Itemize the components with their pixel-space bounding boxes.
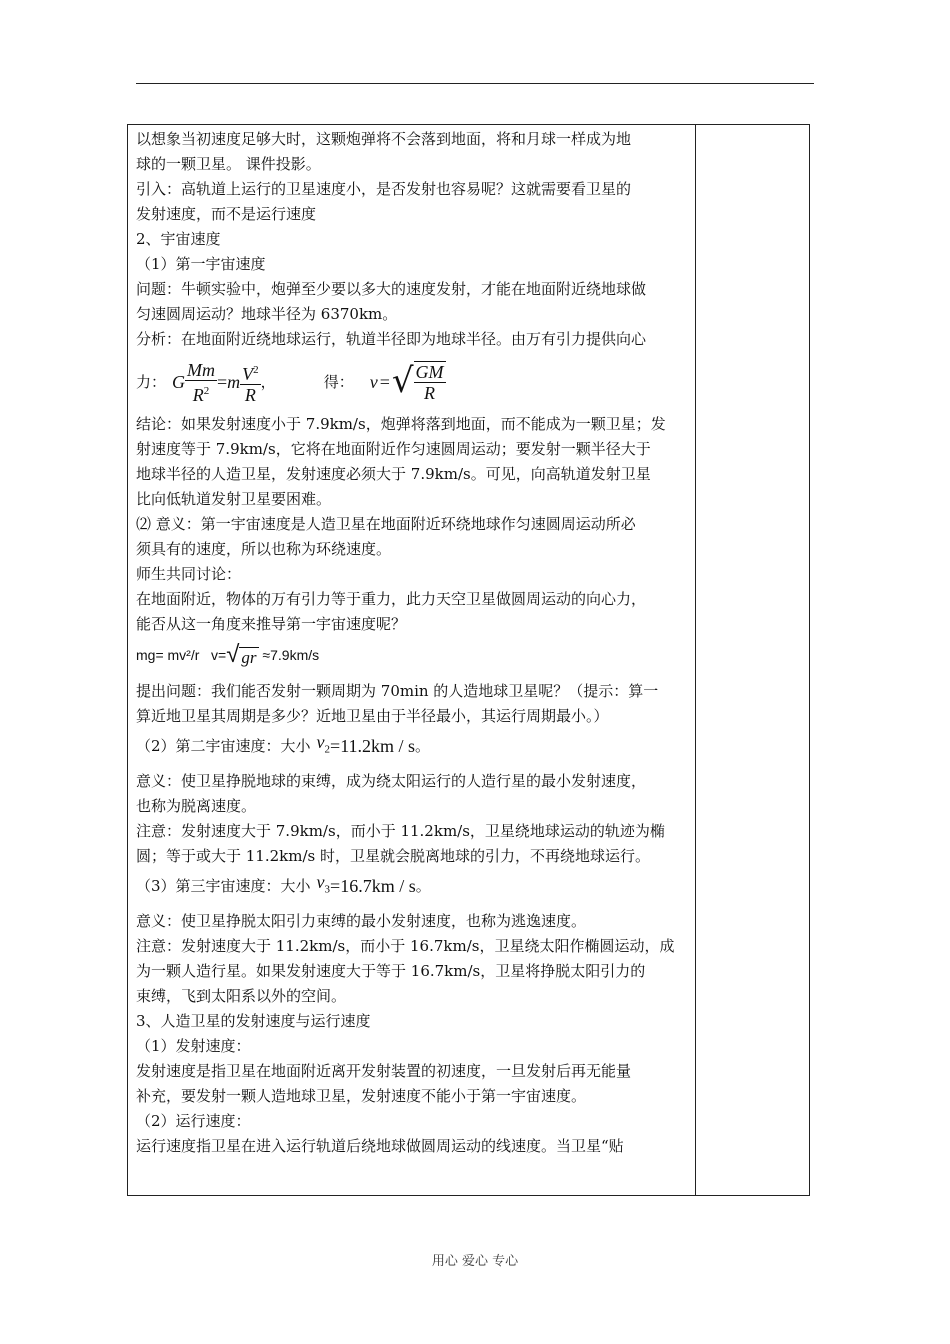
text-line: 在地面附近，物体的万有引力等于重力，此力天空卫星做圆周运动的向心力， — [136, 590, 647, 608]
section-heading: 3、人造卫星的发射速度与运行速度 — [136, 1012, 371, 1030]
third-cosmic-velocity — [136, 869, 691, 903]
text-line: 结论：如果发射速度小于 7.9km/s，炮弹将落到地面，而不能成为一颗卫星；发 — [136, 415, 666, 433]
text-line: 比向低轨道发射卫星要困难。 — [136, 490, 332, 508]
text-line: 以想象当初速度足够大时，这颗炮弹将不会落到地面，将和月球一样成为地 — [136, 130, 632, 148]
mg-formula — [136, 637, 691, 673]
fraction-v2-r: $\frac{V^2}{R}$ — [240, 360, 261, 405]
text-line: 地球半径的人造卫星，发射速度必须大于 7.9km/s。可见，向高轨道发射卫星 — [136, 465, 651, 483]
formula-g: G — [172, 371, 186, 392]
text-line: ⑵ 意义：第一宇宙速度是人造卫星在地面附近环绕地球作匀速圆周运动所必 — [136, 515, 636, 533]
text-line: 也称为脱离速度。 — [136, 797, 257, 815]
second-velocity-label: （2）第二宇宙速度：大小 — [136, 736, 311, 755]
v3-symbol: $v_3$ — [316, 871, 331, 896]
text-line: 匀速圆周运动？地球半径为 6370km。 — [136, 305, 398, 323]
second-cosmic-velocity — [136, 729, 691, 763]
text-line: 补充，要发射一颗人造地球卫星，发射速度不能小于第一宇宙速度。 — [136, 1087, 587, 1105]
third-velocity-value: =16.7km / s — [330, 875, 416, 896]
content-table — [127, 124, 810, 1196]
text-line: 能否从这一角度来推导第一宇宙速度呢？ — [136, 615, 407, 633]
header-rule — [136, 83, 814, 84]
text-line: 注意：发射速度大于 7.9km/s，而小于 11.2km/s，卫星绕地球运动的轨迹为椭 — [136, 822, 665, 840]
text-line: 射速度等于 7.9km/s，它将在地面附近作匀速圆周运动；要发射一颗半径大于 — [136, 440, 651, 458]
text-line: 提出问题：我们能否发射一颗周期为 70min 的人造地球卫星呢？（提示：算一 — [136, 682, 659, 700]
text-line: 注意：发射速度大于 11.2km/s，而小于 16.7km/s，卫星绕太阳作椭圆运动，成 — [136, 937, 675, 955]
text-line: 分析：在地面附近绕地球运行，轨道半径即为地球半径。由万有引力提供向心 — [136, 330, 647, 348]
formula-prefix: 力： — [136, 372, 167, 391]
fraction-mm-r2: $\frac{Mm}{R^2}$ — [187, 359, 216, 405]
subsection-heading: （1）发射速度： — [136, 1037, 251, 1055]
text-line: 师生共同讨论： — [136, 565, 242, 583]
text-line: 球的一颗卫星。 课件投影。 — [136, 155, 321, 173]
formula-comma: ， — [260, 372, 276, 391]
text-line: 须具有的速度，所以也称为环绕速度。 — [136, 540, 392, 558]
text-line: 问题：牛顿实验中，炮弹至少要以多大的速度发射，才能在地面附近绕地球做 — [136, 280, 647, 298]
subsection-heading: （1）第一宇宙速度 — [136, 255, 266, 273]
text-line: 运行速度指卫星在进入运行轨道后绕地球做圆周运动的线速度。当卫星“贴 — [136, 1137, 624, 1155]
sqrt-gm-r: √ $\frac{GM}{R}$ — [391, 361, 444, 403]
sqrt-gr: √ gr — [226, 641, 257, 668]
text-line: 束缚，飞到太阳系以外的空间。 — [136, 987, 347, 1005]
text-line: 意义：使卫星挣脱地球的束缚，成为绕太阳运行的人造行星的最小发射速度， — [136, 772, 647, 790]
third-velocity-label: （3）第三宇宙速度：大小 — [136, 876, 311, 895]
column-divider — [695, 125, 696, 1195]
text-line: 算近地卫星其周期是多少？近地卫星由于半径最小，其运行周期最小。） — [136, 707, 609, 725]
gravitation-formula: 力： G $\frac{Mm}{R^2}$ = m $\frac{V^2}{R}$ ， 得： v = √ $\frac{GM}{R}$ — [136, 359, 444, 405]
v2-symbol: $v_2$ — [316, 731, 331, 756]
subsection-heading: （2）运行速度： — [136, 1112, 251, 1130]
punct: 。 — [415, 736, 431, 755]
text-line: 为一颗人造行星。如果发射速度大于等于 16.7km/s，卫星将挣脱太阳引力的 — [136, 962, 646, 980]
section-heading: 2、宇宙速度 — [136, 230, 221, 248]
lesson-text — [136, 127, 691, 1159]
second-velocity-value: =11.2km / s — [330, 735, 416, 756]
page-footer: 用心 爱心 专心 — [431, 1254, 519, 1269]
formula-de: 得： — [323, 372, 354, 391]
text-line: 发射速度，而不是运行速度 — [136, 205, 317, 223]
mg-right: ≈7.9km/s — [258, 646, 320, 663]
punct: 。 — [415, 876, 431, 895]
text-line: 引入：高轨道上运行的卫星速度小，是否发射也容易呢？这就需要看卫星的 — [136, 180, 632, 198]
text-line: 圆；等于或大于 11.2km/s 时，卫星就会脱离地球的引力，不再绕地球运行。 — [136, 847, 651, 865]
text-line: 意义：使卫星挣脱太阳引力束缚的最小发射速度，也称为逃逸速度。 — [136, 912, 587, 930]
text-line: 发射速度是指卫星在地面附近离开发射装置的初速度，一旦发射后再无能量 — [136, 1062, 632, 1080]
mg-left: mg= mv²/r v= — [136, 646, 227, 663]
